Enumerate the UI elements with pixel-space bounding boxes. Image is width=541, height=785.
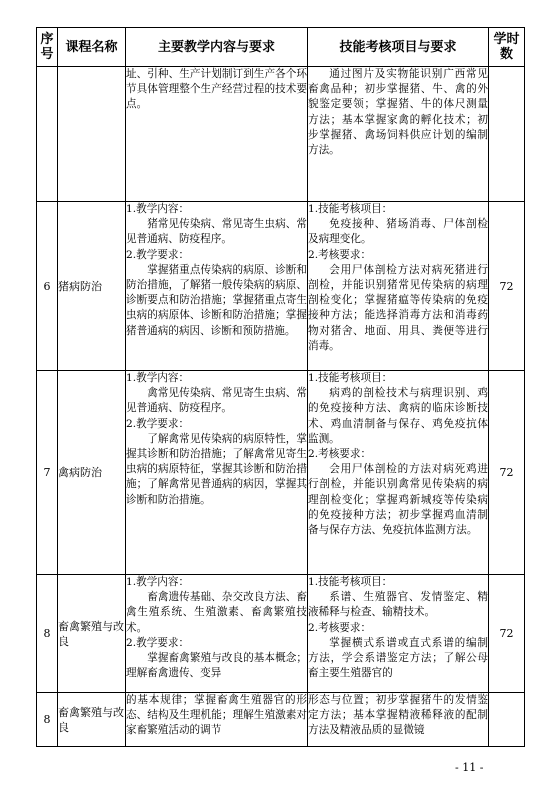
row-course: 畜禽繁殖与改良 [58, 575, 126, 693]
skills-heading: 1.技能考核项目： [308, 372, 393, 384]
skills-heading: 2.考核要求： [308, 621, 372, 634]
teaching-paragraph: 掌握畜禽繁殖与改良的基本概念；理解畜禽遗传、变异 [126, 652, 307, 680]
table-row [37, 67, 525, 202]
teaching-heading: 2.教学要求： [126, 636, 190, 649]
row-teaching [126, 575, 308, 693]
row-teaching [126, 371, 308, 575]
skills-paragraph: 病鸡的剖检技术与病理识别、鸡的免疫接种方法、禽病的临床诊断技术、鸡血清制备与保存、鸡免疫抗体监测。 [308, 387, 488, 445]
teaching-paragraph: 址、引种、生产计划制订到生产各个环节具体管理整个生产经营过程的技术要点。 [126, 68, 307, 111]
header-course: 课程名称 [58, 28, 126, 67]
header-hours: 学时数 [489, 28, 525, 67]
row-seq: 6 [37, 202, 58, 371]
skills-heading: 2.考核要求： [308, 248, 372, 261]
skills-heading: 1.技能考核项目： [308, 576, 393, 588]
row-teaching [126, 693, 308, 747]
row-hours: 72 [489, 575, 525, 693]
row-skills [308, 67, 489, 202]
row-teaching [126, 202, 308, 371]
row-course [58, 67, 126, 202]
teaching-paragraph: 禽常见传染病、常见寄生虫病、常见普通病、防疫程序。 [126, 387, 307, 415]
row-skills [308, 575, 489, 693]
table-row [37, 693, 525, 747]
teaching-paragraph: 掌握猪重点传染病的病原、诊断和防治措施，了解猪一般传染病的病原、诊断要点和防治措施；掌握猪重点寄生虫病的病原体、诊断和防治措施；掌握猪普通病的病因、诊断和预防措施。 [126, 263, 307, 337]
teaching-heading: 2.教学要求： [126, 417, 190, 430]
header-seq: 序号 [37, 28, 58, 67]
teaching-paragraph: 了解禽常见传染病的病原特性，掌握其诊断和防治措施；了解禽常见寄生虫病的病原特征，掌握其诊断和防治措施；了解禽常见普通病的病因，掌握其诊断和防治措施。 [126, 432, 307, 506]
row-skills [308, 693, 489, 747]
table-row [37, 575, 525, 693]
skills-paragraph: 免疫接种、猪场消毒、尸体剖检及病理变化。 [308, 218, 488, 246]
table-row [37, 202, 525, 371]
row-seq: 8 [37, 693, 58, 747]
teaching-paragraph: 的基本规律；掌握畜禽生殖器官的形态、结构及生理机能；理解生殖激素对家畜繁殖活动的调节 [126, 694, 307, 737]
row-seq [37, 67, 58, 202]
page-number: - 11 - [455, 761, 484, 774]
row-skills [308, 202, 489, 371]
row-hours: 72 [489, 371, 525, 575]
teaching-heading: 1.教学内容： [126, 576, 190, 588]
row-course: 猪病防治 [58, 202, 126, 371]
row-teaching [126, 67, 308, 202]
teaching-heading: 1.教学内容： [126, 203, 190, 215]
skills-paragraph: 会用尸体剖检的方法对病死鸡进行剖检，并能识别禽常见传染病的病理剖检变化；掌握鸡新城疫等传染病的免疫接种方法；初步掌握鸡血清制备与保存方法、免疫抗体监测方法。 [308, 463, 488, 537]
teaching-heading: 2.教学要求： [126, 248, 190, 261]
skills-heading: 1.技能考核项目： [308, 203, 393, 215]
teaching-heading: 1.教学内容： [126, 372, 190, 384]
syllabus-table [36, 27, 525, 747]
header-skills: 技能考核项目与要求 [308, 28, 489, 67]
row-hours [489, 67, 525, 202]
skills-heading: 2.考核要求： [308, 448, 372, 461]
row-seq: 7 [37, 371, 58, 575]
skills-paragraph: 形态与位置；初步掌握猪牛的发情鉴定方法；基本掌握精液稀释液的配制方法及精液品质的显微镜 [308, 694, 488, 737]
skills-paragraph: 掌握横式系谱或直式系谱的编制方法，学会系谱鉴定方法；了解公母畜主要生殖器官的 [308, 636, 488, 680]
table-row [37, 371, 525, 575]
row-hours [489, 693, 525, 747]
row-hours: 72 [489, 202, 525, 371]
row-skills [308, 371, 489, 575]
header-teaching: 主要教学内容与要求 [126, 28, 308, 67]
skills-paragraph: 通过图片及实物能识别广西常见畜禽品种；初步掌握猪、牛、禽的外貌鉴定要领；掌握猪、牛的体尺测量方法；基本掌握家禽的孵化技术；初步掌握猪、禽场饲料供应计划的编制方法。 [308, 68, 488, 157]
skills-paragraph: 会用尸体剖检方法对病死猪进行剖检，并能识别猪常见传染病的病理剖检变化；掌握猪瘟等传染病的免疫接种方法；能选择消毒方法和消毒药物对猪舍、地面、用具、粪便等进行消毒。 [308, 263, 488, 352]
row-course: 畜禽繁殖与改良 [58, 693, 126, 747]
header-row [37, 28, 525, 67]
row-course: 禽病防治 [58, 371, 126, 575]
teaching-paragraph: 猪常见传染病、常见寄生虫病、常见普通病、防疫程序。 [126, 218, 307, 246]
skills-paragraph: 系谱、生殖器官、发情鉴定、精液稀释与检查、输精技术。 [308, 591, 488, 619]
teaching-paragraph: 畜禽遗传基础、杂交改良方法、畜禽生殖系统、生殖激素、畜禽繁殖技术。 [126, 591, 307, 634]
row-seq: 8 [37, 575, 58, 693]
